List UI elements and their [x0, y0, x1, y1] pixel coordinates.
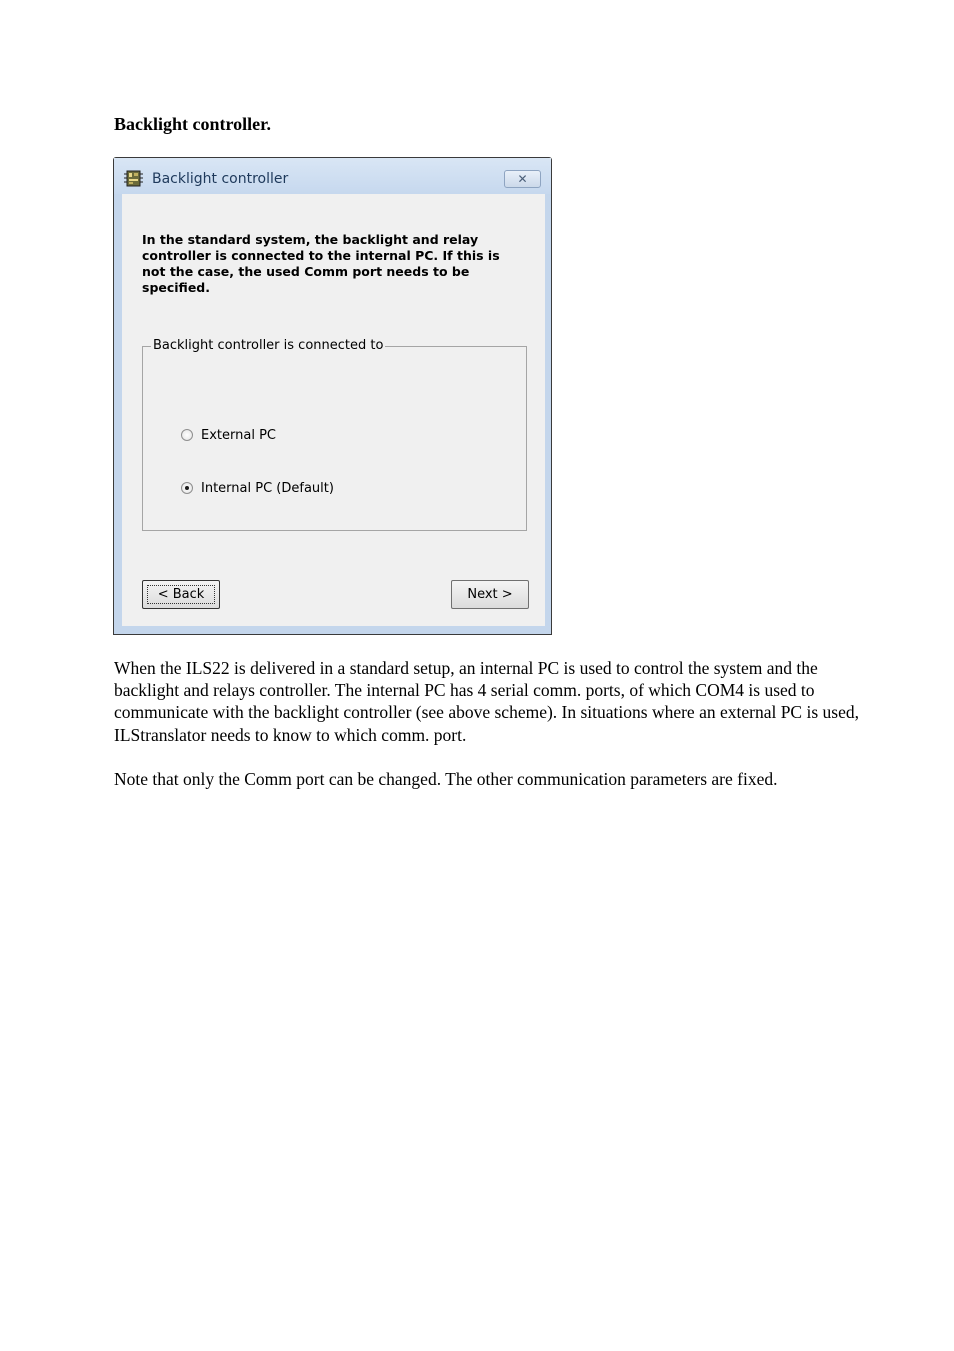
intro-text: In the standard system, the backlight and relay controller is connected to the internal PC. If this is not the case, the used Comm port needs to be specified.	[142, 232, 500, 295]
radio-internal-pc[interactable]	[181, 479, 334, 497]
close-icon: ✕	[517, 172, 528, 186]
back-button[interactable]	[142, 580, 220, 609]
radio-button-checked[interactable]	[181, 482, 193, 494]
note-paragraph: Note that only the Comm port can be changed. The other communication parameters are fixed.	[114, 769, 778, 789]
connection-groupbox	[142, 338, 527, 531]
dialog-client-area	[122, 194, 545, 626]
close-button[interactable]	[504, 170, 541, 188]
radio-external-pc[interactable]	[181, 426, 276, 444]
dialog-title: Backlight controller	[152, 171, 289, 187]
body-paragraph: When the ILS22 is delivered in a standard setup, an internal PC is used to control the system and the backlight and relays controller. The internal PC has 4 serial comm. ports, of which COM4 is used to communicate with the backlight controller (see above scheme). In situations where an external PC is used, ILStranslator needs to know to which comm. port.	[114, 658, 859, 745]
radio-label-internal-pc: Internal PC (Default)	[201, 480, 334, 496]
back-button-label: < Back	[157, 587, 205, 602]
focus-rectangle	[147, 585, 215, 604]
radio-button-unchecked[interactable]	[181, 429, 193, 441]
circuit-board-icon	[124, 169, 143, 188]
next-button-label: Next >	[467, 587, 513, 602]
title-bar[interactable]	[114, 158, 551, 194]
radio-label-external-pc: External PC	[201, 427, 276, 443]
backlight-controller-dialog	[113, 157, 552, 635]
groupbox-label: Backlight controller is connected to	[153, 338, 384, 353]
document-heading: Backlight controller.	[114, 114, 271, 134]
next-button[interactable]	[451, 580, 529, 609]
